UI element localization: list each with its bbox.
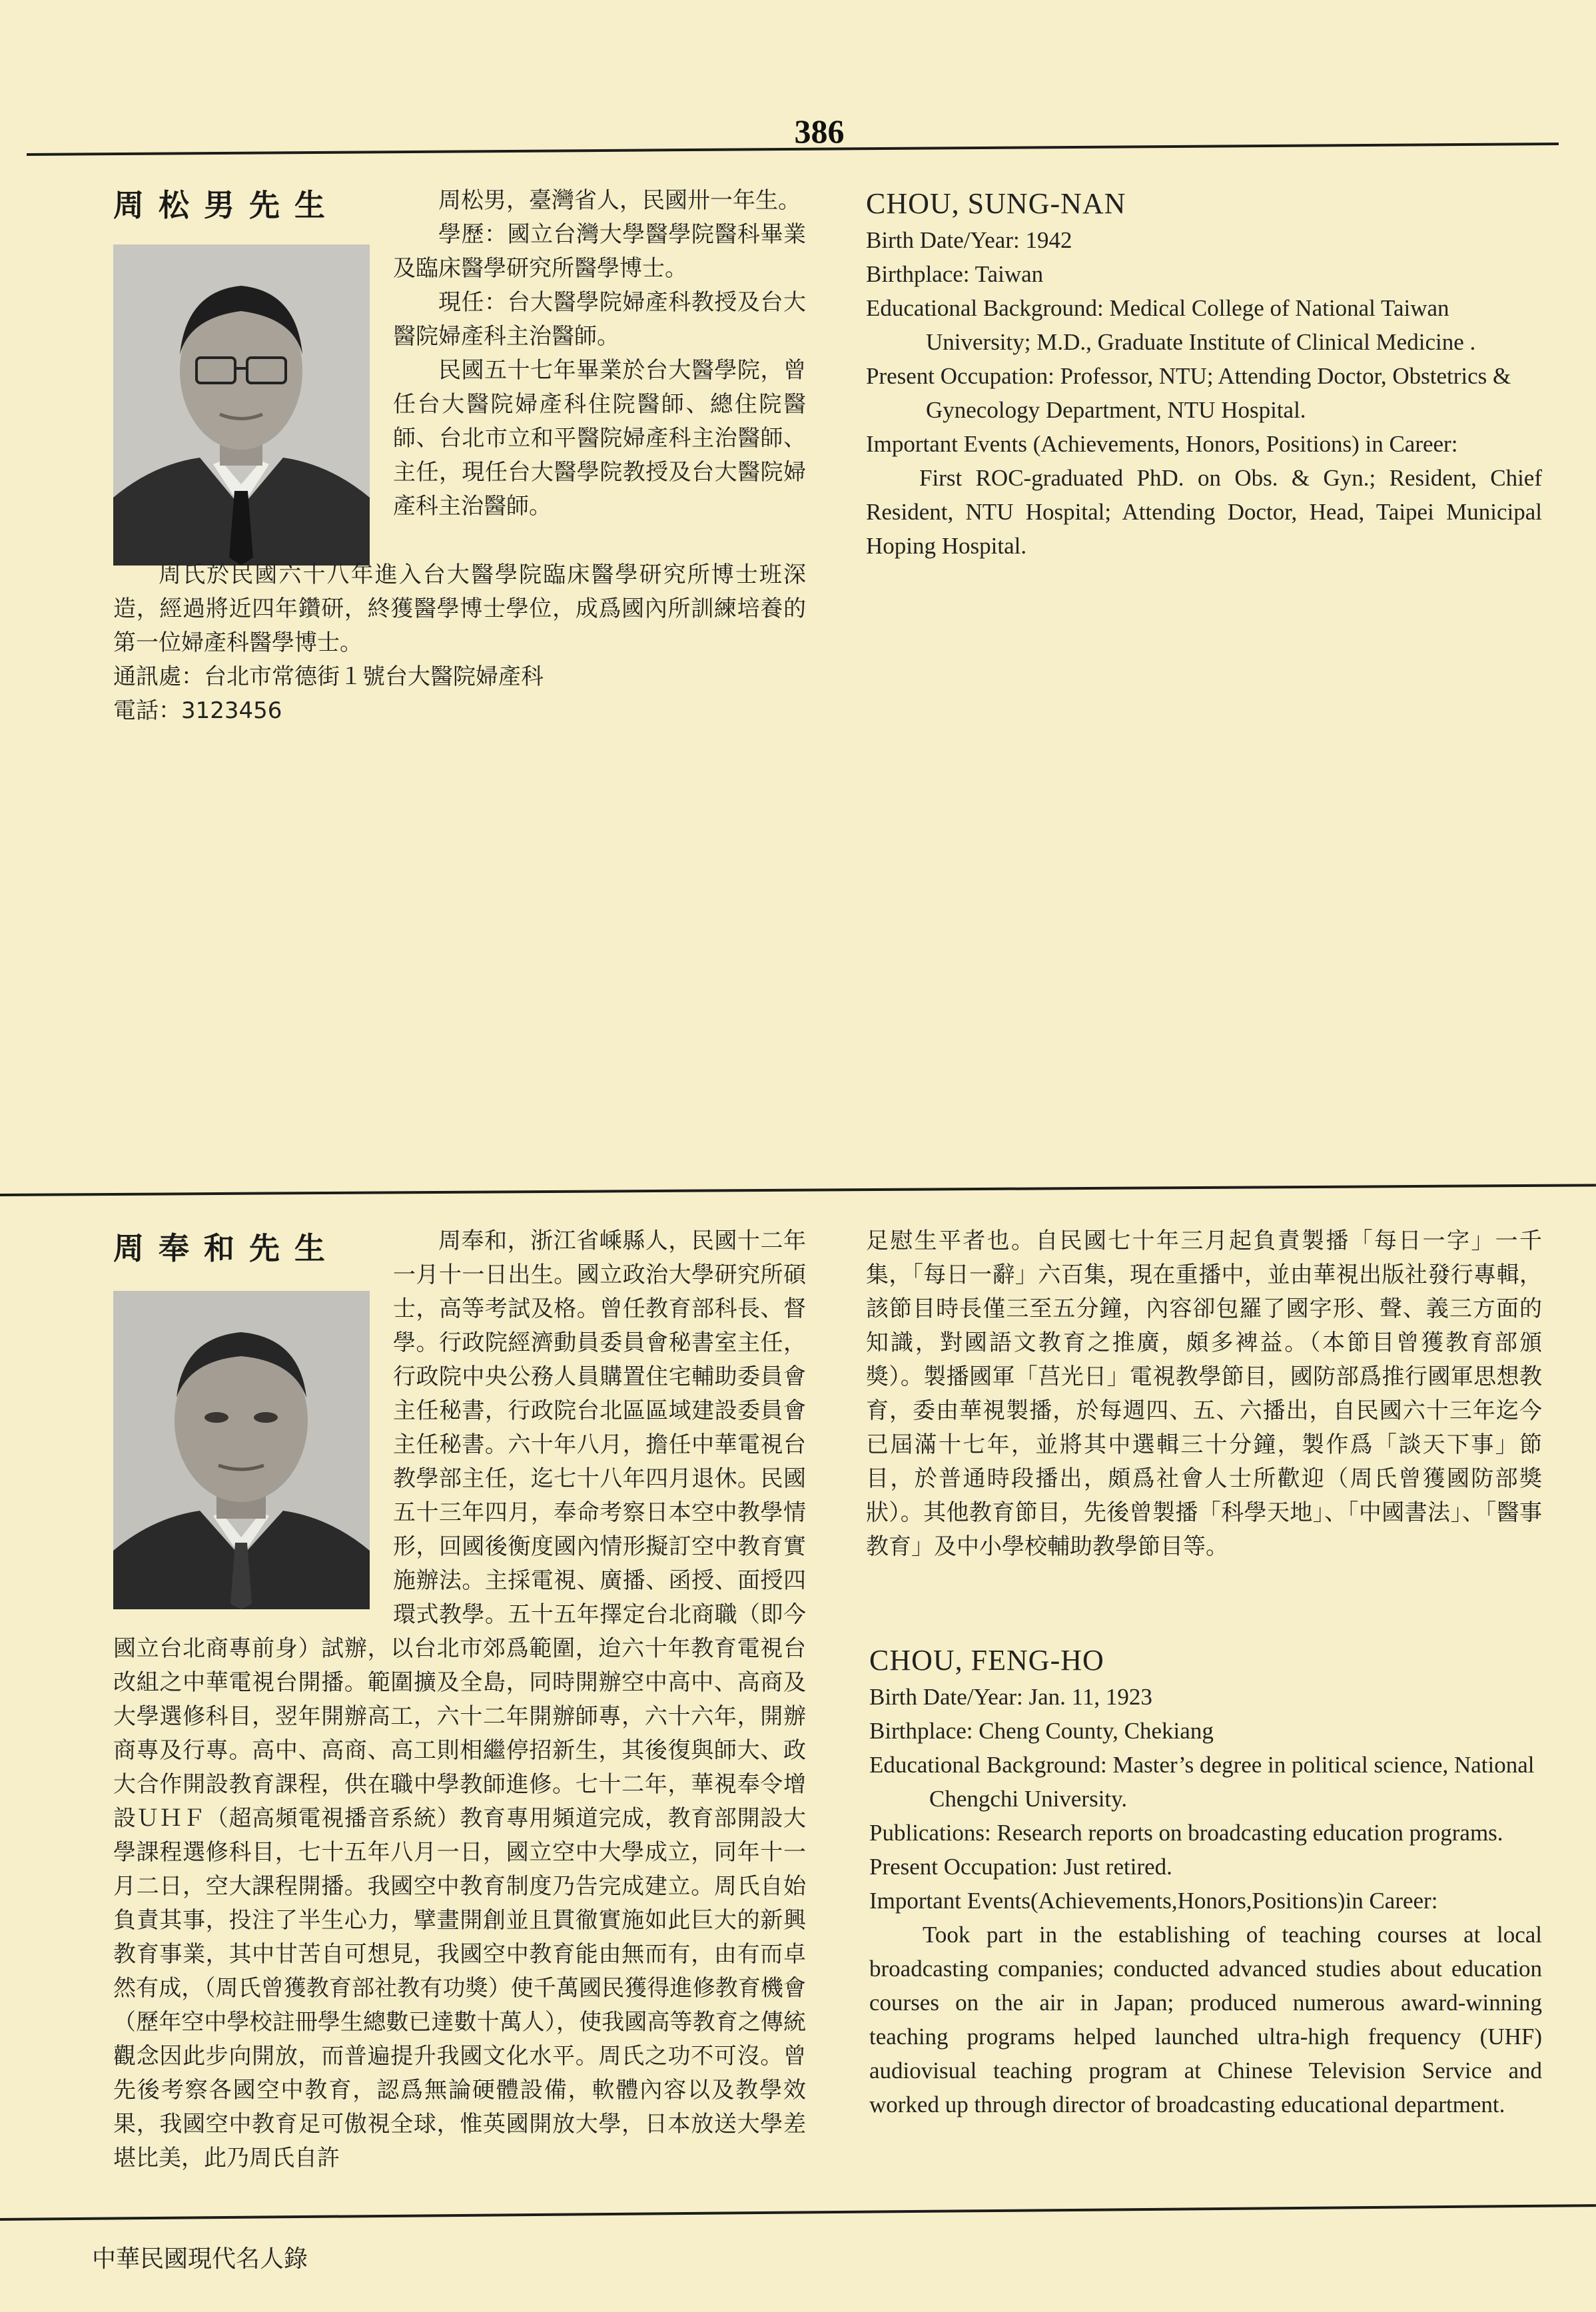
entry1-en-birth: Birth Date/Year: 1942 <box>866 227 1072 253</box>
entry1-portrait-photo <box>113 244 370 566</box>
entry1-zh-career2: 周氏於民國六十八年進入台大醫學院臨床醫學研究所博士班深造，經過將近四年鑽研，終獲醫學博士學位，成爲國內所訓練培養的第一位婦產科醫學博士。 <box>113 562 806 656</box>
entry2-en-events-label: Important Events(Achievements,Honors,Positions)in Career: <box>869 1888 1438 1914</box>
entry1-en-education: Educational Background: Medical College of National Taiwan University; M.D., Graduate Institute of Clinical Medicine . <box>866 295 1476 355</box>
entry1-zh-phone: 電話：3123456 <box>113 697 282 724</box>
entry2-zh-col2-text: 足慰生平者也。自民國七十年三月起負責製播「每日一字」一千集，「每日一辭」六百集，現在重播中，並由華視出版社發行專輯，該節目時長僅三至五分鐘，內容卻包羅了國字形、聲、義三方面的知識，對國語文教育之推廣，頗多裨益。（本節目曾獲教育部頒獎）。製播國軍「莒光日」電視教學節目，國防部爲推行國軍思想教育，委由華視製播，於每週四、五、六播出，自民國六十三年迄今已屆滿十七年，並將其中選輯三十分鐘，製作爲「談天下事」節目，於普通時段播出，頗爲社會人士所歡迎（周氏曾獲國防部獎狀）。其他教育節目，先後曾製播「科學天地」、「中國書法」、「醫事教育」及中小學校輔助教學節目等。 <box>866 1228 1542 1560</box>
entry1-zh-education: 學歷：國立台灣大學醫學院醫科畢業及臨床醫學研究所醫學博士。 <box>393 221 806 282</box>
entry2-en-birth: Birth Date/Year: Jan. 11, 1923 <box>869 1684 1152 1710</box>
entry2-en-birthplace: Birthplace: Cheng County, Chekiang <box>869 1718 1214 1744</box>
entry2-zh-col1-text: 周奉和，浙江省嵊縣人，民國十二年一月十一日出生。國立政治大學研究所碩士，高等考試及格。曾任教育部科長、督學。行政院經濟動員委員會秘書室主任，行政院中央公務人員購置住宅輔助委員會主任秘書，行政院台北區區域建設委員會主任秘書。六十年八月，擔任中華電視台教學部主任，迄七十八年四月退休。民國五十三年四月，奉命考察日本空中教學情形，回國後衡度國內情形擬訂空中教育實施辦法。主採電視、廣播、函授、面授四環式教學。五十五年擇定台北商職（即今國立台北商專前身）試辦，以台北市郊爲範圍，迨六十年教育電視台改組之中華電視台開播。範圍擴及全島，同時開辦空中高中、高商及大學選修科目，翌年開辦高工，六十二年開辦師專，六十六年，開辦商專及行專。高中、高商、高工則相繼停招新生，其後復與師大、政大合作開設教育課程，供在職中學教師進修。七十二年，華視奉令增設ＵＨＦ（超高頻電視播音系統）教育專用頻道完成，教育部開設大學課程選修科目，七十五年八月一日，國立空中大學成立，同年十一月二日，空大課程開播。我國空中教育制度乃告完成建立。周氏自始負責其事，投注了半生心力，擘畫開創並且貫徹實施如此巨大的新興教育事業，其中甘苦自可想見，我國空中教育能由無而有，由有而卓然有成，（周氏曾獲教育部社教有功獎）使千萬國民獲得進修教育機會（歷年空中學校註冊學生總數已達數十萬人），使我國高等教育之傳統觀念因此步向開放，而普遍提升我國文化水平。周氏之功不可沒。曾先後考察各國空中教育，認爲無論硬體設備，軟體內容以及教學效果，我國空中教育足可傲視全球，惟英國開放大學，日本放送大學差堪比美，此乃周氏自許 <box>113 1228 806 2171</box>
entry2-photo-float-spacer <box>113 1224 393 1609</box>
entry1-zh-top-text <box>393 184 806 524</box>
middle-rule <box>0 1184 1596 1196</box>
footer-book-title: 中華民國現代名人錄 <box>92 2245 308 2273</box>
entry2-en-name: CHOU, FENG-HO <box>869 1644 1104 1677</box>
entry1-name-zh: 周松男先生 <box>113 187 340 223</box>
entry2-zh-col2 <box>866 1224 1542 1564</box>
entry1-en-name: CHOU, SUNG-NAN <box>866 187 1126 220</box>
entry1-en-text <box>866 187 1542 563</box>
entry1-en-occupation: Present Occupation: Professor, NTU; Attending Doctor, Obstetrics & Gynecology Department, NTU Hospital. <box>866 363 1511 423</box>
bottom-rule <box>0 2204 1596 2221</box>
entry2-name-zh: 周奉和先生 <box>113 1230 340 1266</box>
entry1-zh-career1: 民國五十七年畢業於台大醫學院，曾任台大醫院婦產科住院醫師、總住院醫師、台北市立和平醫院婦產科主治醫師、主任，現任台大醫學院教授及台大醫院婦產科主治醫師。 <box>393 357 806 520</box>
entry1-en-events: First ROC-graduated PhD. on Obs. & Gyn.; Resident, Chief Resident, NTU Hospital; Attending Doctor, Head, Taipei Municipal Hoping Hospital. <box>866 465 1542 559</box>
entry2-en-occupation: Present Occupation: Just retired. <box>869 1854 1172 1880</box>
entry1-en-events-label: Important Events (Achievements, Honors, Positions) in Career: <box>866 431 1458 457</box>
entry2-en-events: Took part in the establishing of teaching courses at local broadcasting companies; conducted advanced studies about education courses on the air in Japan; produced numerous award-winning teaching programs helped launched ultra-high frequency (UHF) audiovisual teaching program at Chinese Television Service and worked up through director of broadcasting educational department. <box>869 1922 1542 2118</box>
entry1-zh-address: 通訊處：台北市常德街１號台大醫院婦產科 <box>113 663 544 690</box>
entry2-en-text <box>869 1643 1542 2121</box>
page-number: 386 <box>794 113 845 150</box>
entry2-zh-col1 <box>113 1224 806 2175</box>
entry1-zh-bottom-text <box>113 558 806 728</box>
entry1-zh-intro: 周松男，臺灣省人，民國卅一年生。 <box>438 187 801 214</box>
entry1-zh-occupation: 現任：台大醫學院婦產科教授及台大醫院婦產科主治醫師。 <box>393 289 806 350</box>
entry1-en-birthplace: Birthplace: Taiwan <box>866 261 1044 287</box>
entry2-en-publications: Publications: Research reports on broadcasting education programs. <box>869 1820 1503 1846</box>
entry2-en-education: Educational Background: Master’s degree in political science, National Chengchi University. <box>869 1752 1535 1812</box>
